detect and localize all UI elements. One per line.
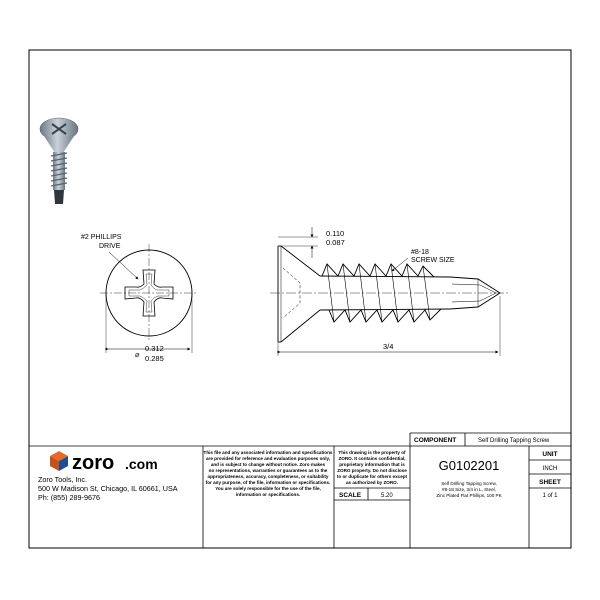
- disclaimer-text: [204, 450, 333, 497]
- company-name: Zoro Tools, Inc.: [38, 475, 88, 484]
- head-diameter-symbol: ⌀: [135, 350, 140, 359]
- zoro-logo: [50, 451, 158, 474]
- svg-text:You are solely responsible for: You are solely responsible for the use of the file,: [215, 486, 321, 491]
- logo-suffix: .com: [125, 456, 158, 472]
- company-phone: Ph: (855) 289-9676: [38, 493, 100, 502]
- company-address: 500 W Madison St, Chicago, IL 60661, USA: [38, 484, 178, 493]
- head-diameter-min: 0.285: [145, 354, 164, 363]
- head-diameter-max: 0.312: [145, 344, 164, 353]
- svg-text:and is subject to change witho: and is subject to change without notice. Zoro makes: [210, 462, 326, 467]
- svg-text:as authorized by ZORO.: as authorized by ZORO.: [345, 480, 399, 485]
- svg-text:ZORO property. Do not disclose: ZORO property. Do not disclose: [337, 468, 407, 473]
- sheet-value: 1 of 1: [542, 493, 558, 499]
- component-value: Self Drilling Tapping Screw: [478, 438, 550, 444]
- logo-text: zoro: [72, 452, 115, 474]
- svg-text:appropriateness, accuracy, com: appropriateness, accuracy, completeness, or suitability: [207, 474, 329, 479]
- scale-label: SCALE: [339, 492, 362, 499]
- part-description-line1: Self Drilling Tapping Screw,: [441, 481, 497, 486]
- svg-text:information or specifications.: information or specifications.: [235, 492, 301, 497]
- property-notice: [337, 450, 408, 485]
- svg-text:proprietary information that i: proprietary information that is: [339, 462, 405, 467]
- thread-size-line1: #8-18: [411, 249, 429, 256]
- drive-label-line1: #2 PHILLIPS: [81, 234, 122, 241]
- unit-label: UNIT: [542, 451, 558, 458]
- unit-value: INCH: [542, 466, 558, 472]
- part-description-line2: #8-18 Size, 3/4 in L, Steel,: [442, 487, 496, 492]
- component-label: COMPONENT: [414, 437, 457, 444]
- thread-size-line2: SCREW SIZE: [411, 257, 455, 264]
- svg-text:This drawing is the property o: This drawing is the property of: [338, 450, 406, 455]
- head-height-max: 0.110: [326, 229, 345, 238]
- screw-side-view: [278, 246, 500, 342]
- part-number: G0102201: [438, 458, 500, 473]
- sheet-label: SHEET: [539, 479, 561, 486]
- screw-3d-thumbnail: [40, 118, 78, 204]
- logo-cube-icon: [50, 451, 68, 471]
- svg-text:to or duplicate for others exc: to or duplicate for others except: [336, 474, 408, 479]
- length-value: 3/4: [383, 342, 394, 351]
- head-height-min: 0.087: [326, 238, 345, 247]
- head-top-view: [100, 244, 198, 342]
- svg-text:ZORO. It contains confidential: ZORO. It contains confidential,: [338, 456, 406, 461]
- svg-text:for any purpose, of the file,: for any purpose, of the file, information or specifications.: [205, 480, 331, 485]
- svg-text:no representations, warranties: no representations, warranties or guarantees as to the: [208, 468, 328, 473]
- svg-text:are provided for reference and: are provided for reference and evaluation purposes only,: [206, 456, 330, 461]
- drive-label-line2: DRIVE: [99, 243, 121, 250]
- svg-text:This file and any associated i: This file and any associated information and specifications: [203, 450, 333, 455]
- scale-value: 5.20: [381, 493, 393, 499]
- part-description-line3: Zinc Plated Flat Phillips, 100 PK: [436, 493, 502, 498]
